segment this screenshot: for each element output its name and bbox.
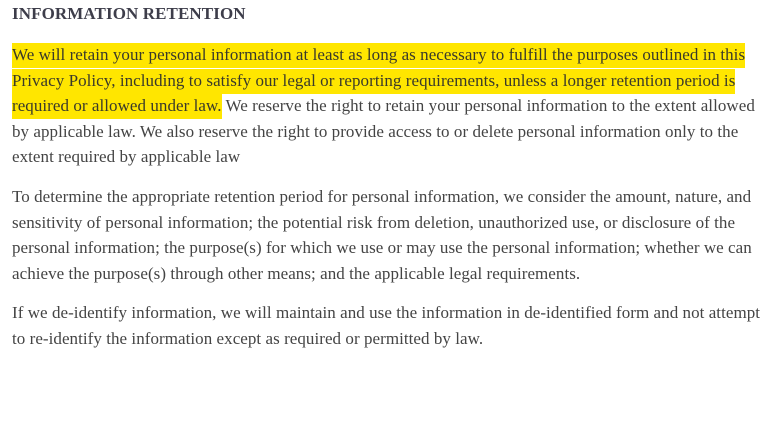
de-identification-paragraph: If we de-identify information, we will maintain and use the information in de-identified form and not attempt to re-identify the information except as required or permitted by law. [12,303,761,348]
highlighted-text: We will retain your personal information at least as long as necessary to fulfill the purposes outlined in this Privacy Policy, including to satisfy our legal or reporting requirements, unless a longer retention period is required or allowed under law. [12,43,745,119]
paragraph-text: We reserve the right to retain your personal information to the extent allowed by applicable law. We also reserve the right to provide access to or delete personal information only to the extent required by applicable law [12,96,755,167]
section-heading: INFORMATION RETENTION [12,4,246,23]
retention-criteria-paragraph: To determine the appropriate retention period for personal information, we consider the amount, nature, and sensitivity of personal information; the potential risk from deletion, unauthorized use, or disclosure of the personal information; the purpose(s) for which we use or may use the personal information; whether we can achieve the purpose(s) through other means; and the applicable legal requirements. [12,186,752,283]
retention-paragraph [12,42,761,170]
